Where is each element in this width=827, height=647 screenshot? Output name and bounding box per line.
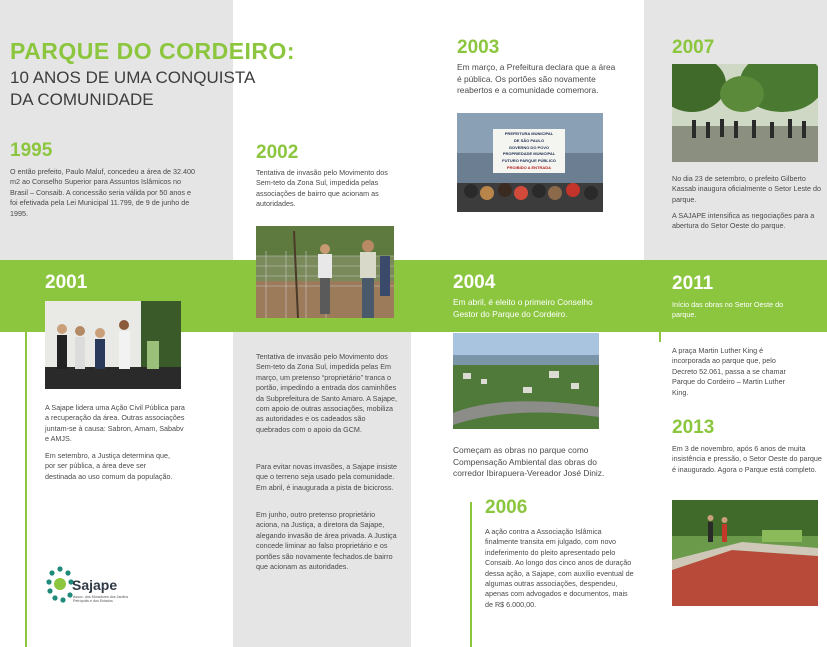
timeline-line-2006 [470, 502, 472, 647]
timeline-line-2001 [25, 332, 27, 647]
text-2003: Em março, a Prefeitura declara que a área é pública. Os portões são novamente reabertos e a comunidade comemora. [457, 62, 616, 95]
text-2004-2: Começam as obras no parque como Compensação Ambiental das obras do corredor Ibirapuera-Vereador José Diniz. [453, 445, 605, 478]
year-2004: 2004 [453, 272, 496, 293]
text-2002-3: Em junho, outro pretenso proprietário aciona, na Justiça, a diretora da Sajape, alegando invasão de área privada. A Justiça concede liminar ao falso proprietário e os portões são novamente fechados.de bairro que acionam as autoridades. [256, 510, 397, 572]
text-2006: A ação contra a Associação Islâmica finalmente transita em julgado, com novo indeferimento do pleito apresentado pelo Consaib. Ao longo dos cinco anos de duração dessa ação, a Sajape, com auxílio eventual de algumas outras associações, despendeu, apenas com advogados e documentos, mais de R$ 6.000,00. [485, 527, 634, 609]
text-2004-1: Em abril, é eleito o primeiro Conselho Gestor do Parque do Cordeiro. [453, 297, 593, 319]
photo-2003-celebration [457, 113, 603, 212]
logo-subtitle: Assoc. dos Moradores dos Jardins Petrópolis e dos Estados [73, 595, 129, 604]
year-2002: 2002 [256, 142, 299, 163]
year-2013: 2013 [672, 417, 715, 438]
timeline-line-2013 [659, 332, 661, 342]
photo-2001-meeting [45, 301, 181, 389]
photo-2004-aerial [453, 333, 599, 429]
text-2002-2: Para evitar novas invasões, a Sajape insiste que o terreno seja usado pela comunidade. Em abril, é inaugurada a pista de bicicross. [256, 462, 398, 492]
photo-2007-inauguration [672, 64, 818, 162]
year-1995: 1995 [10, 140, 53, 161]
text-2002-top: Tentativa de invasão pelo Movimento dos Sem-teto da Zona Sul, impedida pelas associações de bairro que acionam as autoridades. [256, 168, 388, 209]
text-2001-2: Em setembro, a Justiça determina que, por ser pública, a área deve ser destinada ao uso comum da população. [45, 451, 173, 481]
photo-2013-park [672, 500, 818, 606]
text-2001-1: A Sajape lidera uma Ação Civil Pública para a recuperação da área. Outras associações juntam-se à causa: Sabron, Amam, Sababv e AMJS. [45, 403, 185, 444]
sajape-emblem-icon [46, 565, 74, 609]
year-2003: 2003 [457, 37, 500, 58]
text-2013: Em 3 de novembro, após 6 anos de muita insistência e pressão, o Setor Oeste do parque é inaugurado. Agora o Parque está completo. [672, 444, 822, 474]
year-2011: 2011 [672, 273, 714, 294]
year-2001: 2001 [45, 272, 88, 293]
protest-sign: PREFEITURA MUNICIPAL DE SÃO PAULO GOVERNO DO POVO PROPRIEDADE MUNICIPAL FUTURO PARQUE PÚBLICO PROIBIDO A ENTRADA [493, 129, 565, 173]
logo-name: Sajape [72, 577, 118, 593]
text-2007-2: A SAJAPE intensifica as negociações para a abertura do Setor Oeste do parque. [672, 211, 815, 231]
text-1995: O então prefeito, Paulo Maluf, concedeu a área de 32.400 m2 ao Conselho Superior para Assuntos Islâmicos no Brasil – Consaib. A concessão seria válida por 50 anos e foi efetivada pela Lei Municipal 11.799, de 9 de junho de 1995. [10, 167, 196, 218]
page-subtitle: 10 ANOS DE UMA CONQUISTA DA COMUNIDADE [10, 68, 256, 109]
sajape-logo [46, 565, 146, 613]
text-2002-1: Tentativa de invasão pelo Movimento dos Sem-teto da Zona Sul, impedida pelas Em março, um pretenso “proprietário” tranca o portão, impedindo a entrada dos caminhões da Subprefeitura de Santo Amaro. A Sajape, com apoio de outras associações, mobiliza as autoridades e os cadeados são quebrados com o apoio da GCM. [256, 352, 398, 434]
photo-2002-workers [256, 226, 394, 318]
text-2011-1: Início das obras no Setor Oeste do parque. [672, 300, 784, 320]
page-title: PARQUE DO CORDEIRO: [10, 38, 296, 64]
year-2006: 2006 [485, 497, 528, 518]
text-2011-2: A praça Martin Luther King é incorporada ao parque que, pelo Decreto 52.061, passa a se chamar Parque do Cordeiro – Martin Luther King. [672, 346, 786, 397]
text-2007-1: No dia 23 de setembro, o prefeito Gilberto Kassab inaugura oficialmente o Setor Leste do parque. [672, 174, 822, 204]
year-2007: 2007 [672, 37, 715, 58]
